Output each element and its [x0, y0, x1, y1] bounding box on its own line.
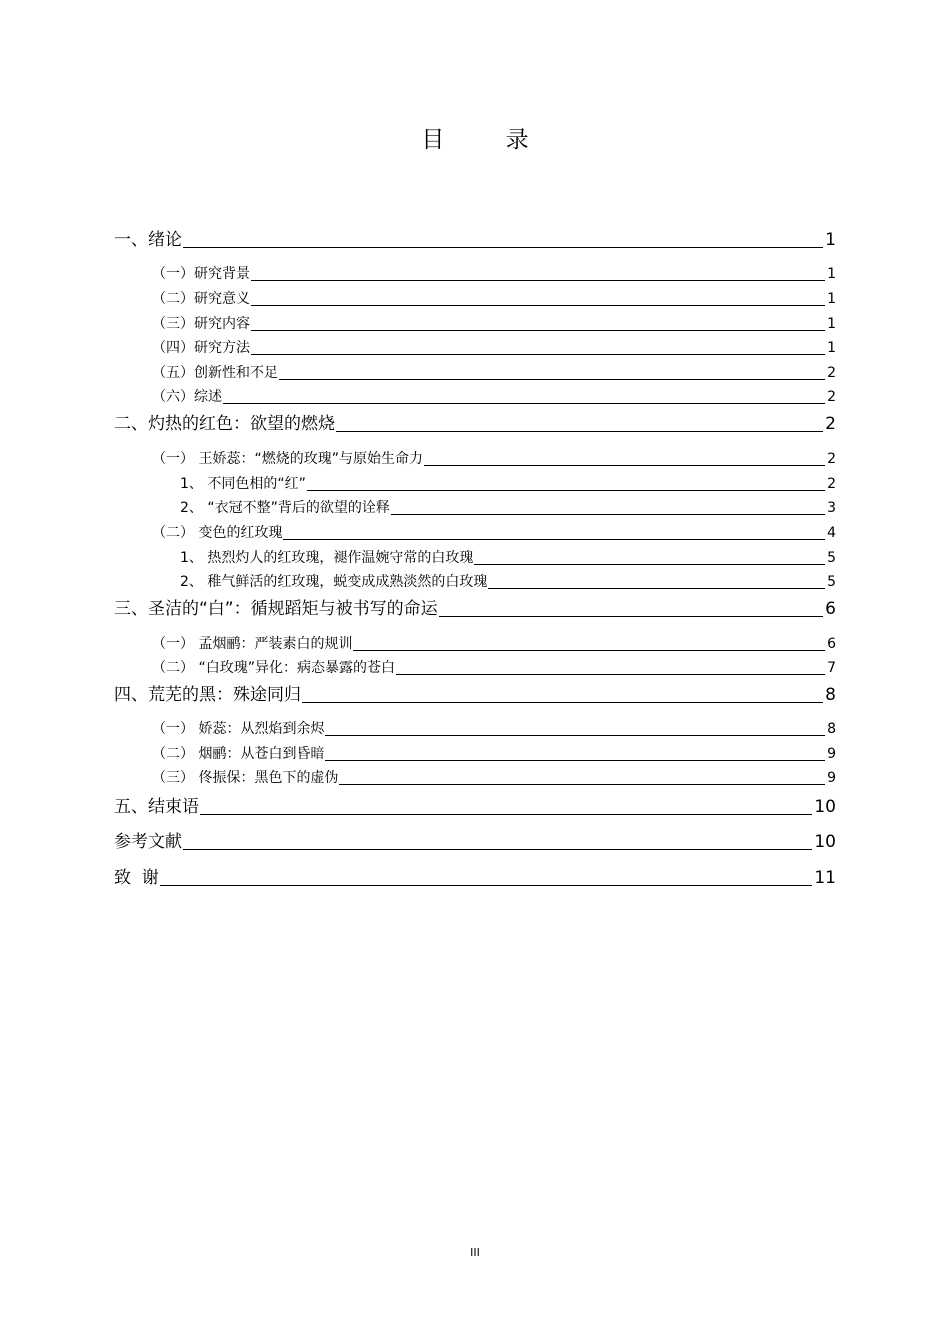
toc-entry-page: 9	[827, 770, 836, 786]
toc-entry-label: （二） 变色的红玫瑰	[152, 525, 283, 541]
toc-entry-page: 5	[827, 550, 836, 566]
toc-entry-label: 1、 不同色相的“红”	[180, 476, 306, 492]
toc-leader-line	[424, 465, 825, 466]
toc-entry-wang-jiaorui[interactable]	[152, 451, 836, 469]
toc-entry-research-background[interactable]	[152, 266, 836, 284]
toc-entry-page: 2	[827, 476, 836, 492]
toc-leader-line	[183, 247, 823, 248]
toc-leader-line	[283, 539, 825, 540]
toc-entry-page: 2	[827, 365, 836, 381]
toc-entry-chapter-white[interactable]	[114, 599, 836, 620]
toc-leader-line	[279, 379, 825, 380]
toc-entry-label: （一） 孟烟鹂：严装素白的规训	[152, 636, 353, 652]
toc-leader-line	[336, 431, 823, 432]
toc-entry-untidy-dress[interactable]	[180, 500, 836, 518]
toc-entry-references[interactable]	[114, 832, 836, 853]
toc-leader-line	[251, 280, 825, 281]
toc-entry-research-content[interactable]	[152, 316, 836, 334]
toc-entry-label: （一）研究背景	[152, 266, 250, 282]
toc-entry-page: 4	[827, 525, 836, 541]
toc-entry-label: 1、 热烈灼人的红玫瑰，褪作温婉守常的白玫瑰	[180, 550, 474, 566]
toc-entry-page: 1	[827, 266, 836, 282]
toc-entry-label: （五）创新性和不足	[152, 365, 278, 381]
toc-entry-page: 6	[827, 636, 836, 652]
toc-entry-introduction[interactable]	[114, 230, 836, 251]
toc-entry-page: 1	[827, 291, 836, 307]
toc-entry-acknowledgements[interactable]	[114, 868, 836, 889]
toc-leader-line	[307, 490, 825, 491]
toc-leader-line	[439, 616, 824, 617]
toc-entry-label: （三）研究内容	[152, 316, 250, 332]
toc-entry-page: 2	[825, 414, 836, 434]
toc-entry-meng-yanli[interactable]	[152, 636, 836, 654]
toc-entry-chapter-black[interactable]	[114, 685, 836, 706]
toc-leader-line	[325, 760, 825, 761]
toc-entry-red-to-white-gentle[interactable]	[180, 550, 836, 568]
toc-entry-page: 2	[827, 389, 836, 405]
toc-entry-label: （一） 娇蕊：从烈焰到余烬	[152, 721, 325, 737]
toc-entry-label: （二）研究意义	[152, 291, 250, 307]
toc-entry-page: 6	[825, 599, 836, 619]
toc-entry-chapter-red[interactable]	[114, 414, 836, 435]
toc-entry-changing-red-rose[interactable]	[152, 525, 836, 543]
toc-entry-yanli[interactable]	[152, 746, 836, 764]
toc-entry-page: 10	[814, 797, 836, 817]
toc-entry-label: （一） 王娇蕊：“燃烧的玫瑰”与原始生命力	[152, 451, 423, 467]
toc-entry-label: （四）研究方法	[152, 340, 250, 356]
toc-entry-label: （二） “白玫瑰”异化：病态暴露的苍白	[152, 660, 395, 676]
toc-entry-red-to-white-mature[interactable]	[180, 574, 836, 592]
toc-entry-label: （六）综述	[152, 389, 222, 405]
toc-entry-page: 2	[827, 451, 836, 467]
toc-entry-white-rose-alienation[interactable]	[152, 660, 836, 678]
toc-entry-label: 致 谢	[114, 868, 159, 888]
toc-leader-line	[251, 354, 825, 355]
toc-leader-line	[474, 564, 825, 565]
toc-entry-label: 四、荒芜的黑：殊途同归	[114, 685, 301, 705]
toc-entry-page: 9	[827, 746, 836, 762]
toc-entry-different-reds[interactable]	[180, 476, 836, 494]
toc-leader-line	[183, 849, 812, 850]
toc-leader-line	[353, 650, 825, 651]
toc-entry-page: 8	[827, 721, 836, 737]
toc-entry-page: 3	[827, 500, 836, 516]
toc-entry-label: 参考文献	[114, 832, 182, 852]
toc-entry-label: 二、灼热的红色：欲望的燃烧	[114, 414, 335, 434]
toc-entry-label: 2、 “衣冠不整”背后的欲望的诠释	[180, 500, 390, 516]
page-title: 目 录	[421, 127, 556, 153]
toc-entry-label: 三、圣洁的“白”：循规蹈矩与被书写的命运	[114, 599, 438, 619]
toc-entry-review[interactable]	[152, 389, 836, 407]
footer-page-number: III	[470, 1246, 480, 1259]
toc-entry-label: 一、绪论	[114, 230, 182, 250]
toc-entry-page: 1	[827, 316, 836, 332]
toc-entry-page: 1	[827, 340, 836, 356]
toc-leader-line	[251, 330, 825, 331]
toc-leader-line	[302, 702, 823, 703]
toc-leader-line	[488, 588, 825, 589]
toc-entry-research-methods[interactable]	[152, 340, 836, 358]
toc-entry-tong-zhenbao[interactable]	[152, 770, 836, 788]
toc-entry-innovation[interactable]	[152, 365, 836, 383]
toc-leader-line	[391, 514, 825, 515]
toc-leader-line	[223, 403, 825, 404]
toc-entry-jiaorui[interactable]	[152, 721, 836, 739]
toc-leader-line	[160, 885, 813, 886]
toc-leader-line	[200, 814, 812, 815]
toc-entry-research-significance[interactable]	[152, 291, 836, 309]
toc-entry-page: 8	[825, 685, 836, 705]
toc-leader-line	[251, 305, 825, 306]
toc-leader-line	[325, 735, 825, 736]
toc-entry-label: 2、 稚气鲜活的红玫瑰，蜕变成成熟淡然的白玫瑰	[180, 574, 488, 590]
toc-entry-page: 7	[827, 660, 836, 676]
toc-entry-page: 10	[814, 832, 836, 852]
toc-entry-page: 11	[814, 868, 836, 888]
toc-leader-line	[339, 784, 825, 785]
toc-entry-conclusion[interactable]	[114, 797, 836, 818]
toc-leader-line	[396, 674, 825, 675]
toc-entry-page: 1	[825, 230, 836, 250]
toc-entry-label: （二） 烟鹂：从苍白到昏暗	[152, 746, 325, 762]
toc-entry-page: 5	[827, 574, 836, 590]
toc-entry-label: 五、结束语	[114, 797, 199, 817]
toc-entry-label: （三） 佟振保：黑色下的虚伪	[152, 770, 339, 786]
